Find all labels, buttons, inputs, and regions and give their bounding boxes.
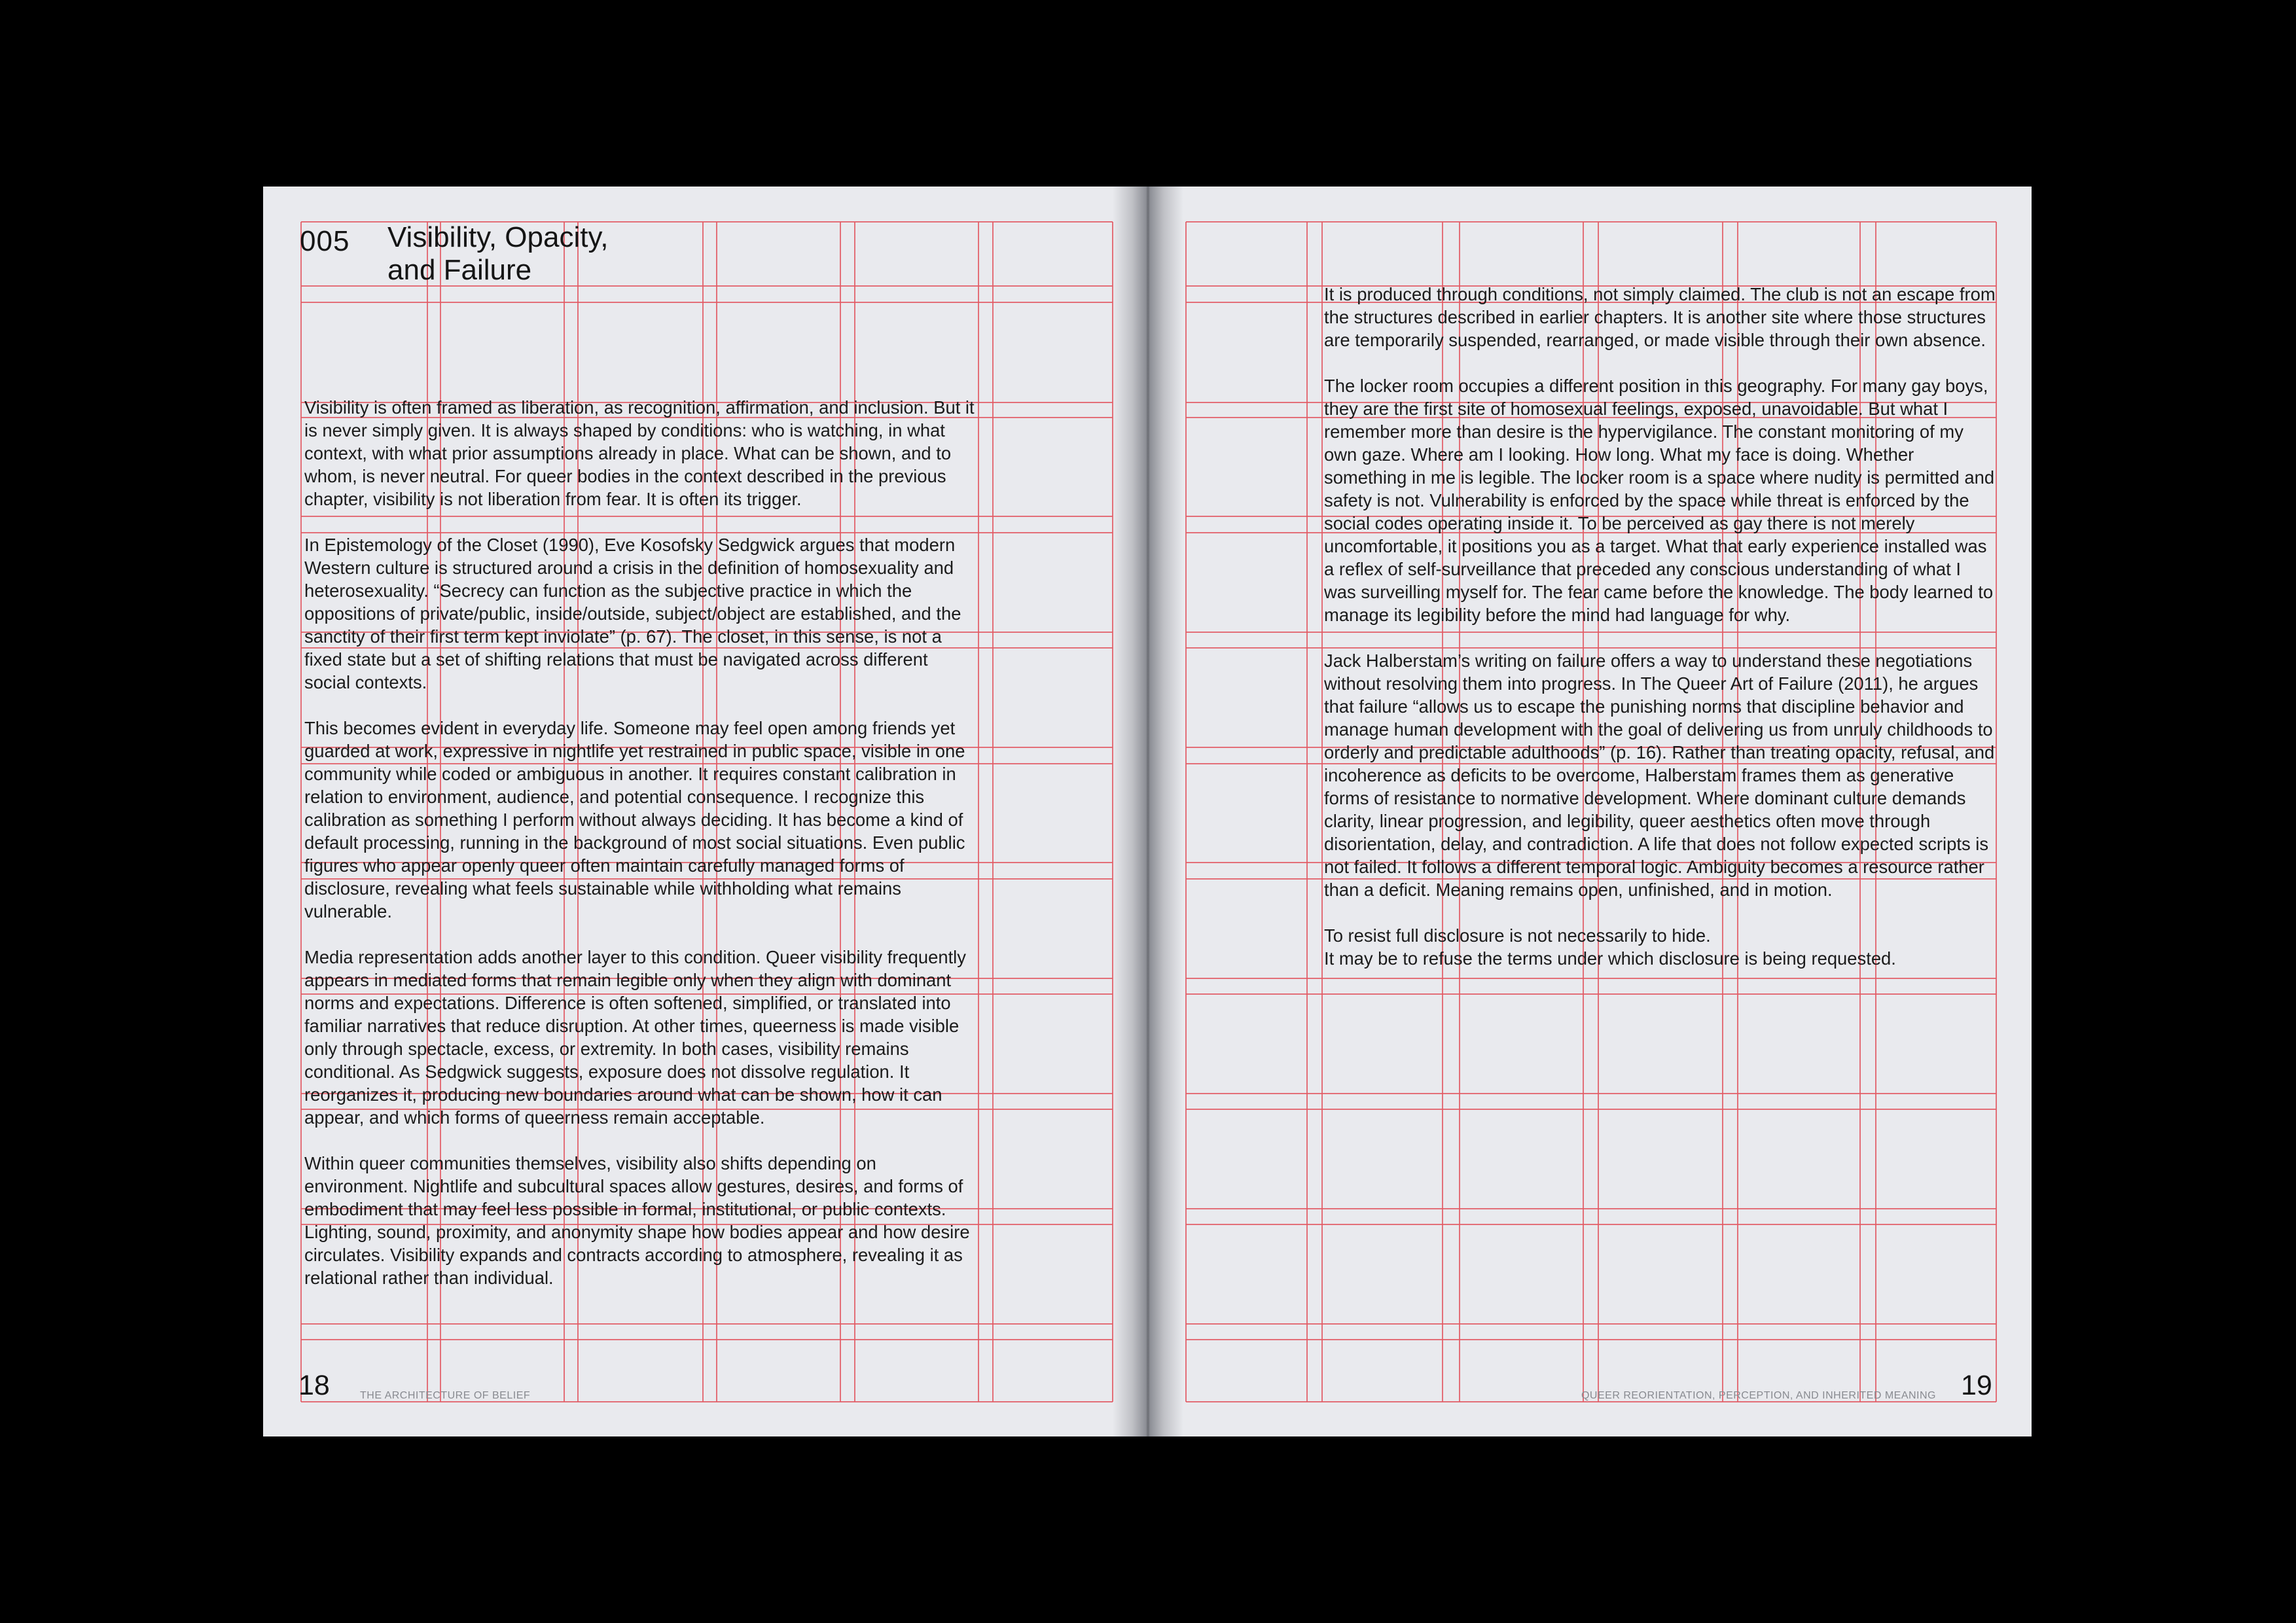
page-number-right: 19 [1961, 1370, 1992, 1401]
section-title: Visibility, Opacity, and Failure [387, 221, 609, 286]
page-number-left: 18 [298, 1370, 330, 1401]
right-paragraph: To resist full disclosure is not necessarily to hide. It may be to refuse the terms under which disclosure is being requested. [1324, 925, 1896, 969]
left-paragraph: In Epistemology of the Closet (1990), Eve Kosofsky Sedgwick argues that modern Western culture is structured around a crisis in the definition of homosexuality and heterosexuality. “Secrecy can function as the subjective practice in which the oppositions of private/public, inside/outside, subject/object are established, and the sanctity of their first term kept inviolate” (p. 67). The closet, in this sense, is not a fixed state but a set of shifting relations that must be navigated across different social contexts. [304, 535, 961, 692]
running-header-left: THE ARCHITECTURE OF BELIEF [360, 1390, 531, 1401]
right-paragraph: Jack Halberstam’s writing on failure offers a way to understand these negotiations without resolving them into progress. In The Queer Art of Failure (2011), he argues that failure “allows us to escape the punishing norms that discipline behavior and manage human development with the goal of delivering us from unruly childhoods to orderly and predictable adulthoods” (p. 16). Rather than treating opacity, refusal, and incoherence as deficits to be overcome, Halberstam frames them as generative forms of resistance to normative development. Where dominant culture demands clarity, linear progression, and legibility, queer aesthetics often move through disorientation, delay, and contradiction. A life that does not follow expected scripts is not failed. It follows a different temporal logic. Ambiguity becomes a resource rather than a deficit. Meaning remains open, unfinished, and in motion. [1324, 651, 1995, 900]
right-body-text [1324, 283, 1996, 970]
left-paragraph: Media representation adds another layer to this condition. Queer visibility frequently appears in mediated forms that remain legible only when they align with dominant norms and expectations. Difference is often softened, simplified, or translated into familiar narratives that reduce disruption. At other times, queerness is made visible only through spectacle, excess, or extremity. In both cases, visibility remains conditional. As Sedgwick suggests, exposure does not dissolve regulation. It reorganizes it, producing new boundaries around what can be shown, how it can appear, and which forms of queerness remain acceptable. [304, 947, 966, 1128]
left-paragraph: This becomes evident in everyday life. Someone may feel open among friends yet guarded at work, expressive in nightlife yet restrained in public space, visible in one community while coded or ambiguous in another. It requires constant calibration in relation to environment, audience, and potential consequence. I recognize this calibration as something I perform without always deciding. It has become a kind of default processing, running in the background of most social situations. Even public figures who appear openly queer often maintain carefully managed forms of disclosure, revealing what feels sustainable while withholding what remains vulnerable. [304, 718, 965, 921]
right-paragraph: The locker room occupies a different position in this geography. For many gay boys, they are the first site of homosexual feelings, exposed, unavoidable. But what I remember more than desire is the hypervigilance. The constant monitoring of my own gaze. Where am I looking. How long. What my face is doing. Whether something in me is legible. The locker room is a space where nudity is permitted and safety is not. Vulnerability is enforced by the space while threat is enforced by the social codes operating inside it. To be perceived as gay there is not merely uncomfortable, it positions you as a target. What that early experience installed was a reflex of self-surveillance that preceded any conscious understanding of what I was surveilling myself for. The fear came before the knowledge. The body learned to manage its legibility before the mind had language for why. [1324, 376, 1995, 625]
book-gutter [1113, 187, 1183, 1436]
running-header-right: QUEER REORIENTATION, PERCEPTION, AND INHERITED MEANING [1581, 1390, 1936, 1401]
left-paragraph: Visibility is often framed as liberation, as recognition, affirmation, and inclusion. But it is never simply given. It is always shaped by conditions: who is watching, in what context, with what prior assumptions already in place. What can be shown, and to whom, is never neutral. For queer bodies in the context described in the previous chapter, visibility is not liberation from fear. It is often its trigger. [304, 397, 975, 509]
right-paragraph: It is produced through conditions, not simply claimed. The club is not an escape from the structures described in earlier chapters. It is another site where those structures are temporarily suspended, rearranged, or made visible through their own absence. [1324, 284, 1996, 350]
left-paragraph: Within queer communities themselves, visibility also shifts depending on environment. Nightlife and subcultural spaces allow gestures, desires, and forms of embodiment that may feel less possible in formal, institutional, or public contexts. Lighting, sound, proximity, and anonymity shape how bodies appear and how desire circulates. Visibility expands and contracts according to atmosphere, revealing it as relational rather than individual. [304, 1153, 970, 1288]
section-number: 005 [300, 225, 350, 257]
left-body-text [304, 396, 975, 1289]
